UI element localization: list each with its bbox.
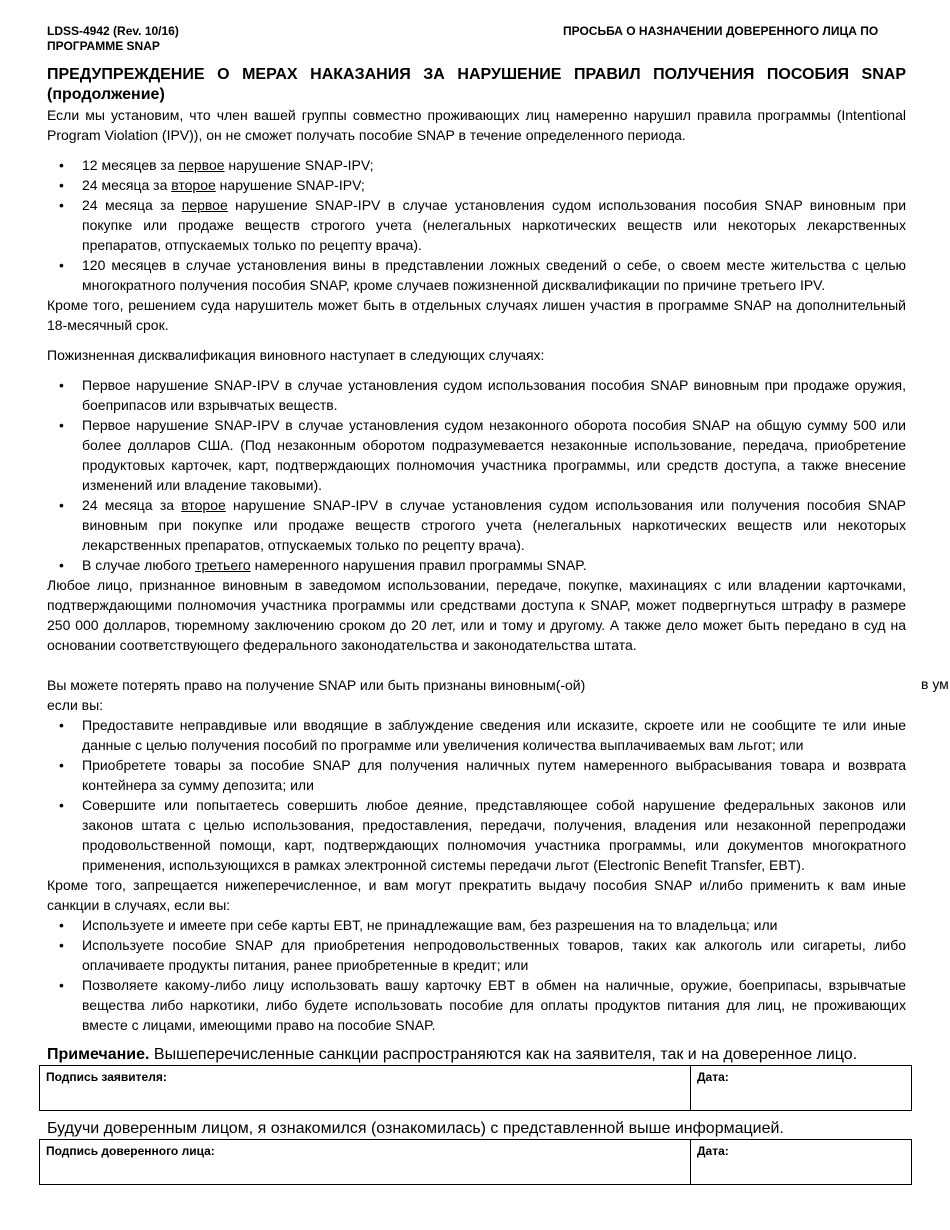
form-program: ПРОГРАММЕ SNAP	[47, 39, 160, 53]
list-item: • 12 месяцев за первое нарушение SNAP-IPV;	[47, 155, 906, 175]
lifetime-list	[47, 375, 906, 575]
form-id: LDSS-4942 (Rev. 10/16)	[47, 24, 179, 38]
applicant-signature-field[interactable]: Подпись заявителя:	[40, 1066, 691, 1110]
list-item: • 120 месяцев в случае установления вины в представлении ложных сведений о себе, о своем месте жительства с целью многократного получения пособия SNAP, кроме случаев пожизненной дисквалификации по причине третьего IPV.	[47, 255, 906, 295]
representative-date-field[interactable]: Дата:	[697, 1144, 729, 1158]
representative-ack: Будучи доверенным лицом, я ознакомился (ознакомилась) с представленной выше информацией.	[47, 1120, 784, 1137]
note	[47, 1045, 906, 1065]
lose-eligibility-line: Вы можете потерять право на получение SNAP или быть признаны виновным(-ой)	[47, 677, 586, 693]
page-title: ПРЕДУПРЕЖДЕНИЕ О МЕРАХ НАКАЗАНИЯ ЗА НАРУШЕНИЕ ПРАВИЛ ПОЛУЧЕНИЯ ПОСОБИЯ SNAP	[47, 66, 906, 83]
list-item: • Позволяете какому-либо лицу использовать вашу карточку EBT в обмен на наличные, оружие, боеприпасы, взрывчатые вещества либо наркотики, либо будете использовать пособие для оплаты продуктов питания для лиц, не проживающих вместе с лицами, имеющими право на пособие SNAP.	[47, 975, 906, 1035]
list-item: • 24 месяца за второе нарушение SNAP-IPV;	[47, 175, 906, 195]
list-item: • Первое нарушение SNAP-IPV в случае установления судом незаконного оборота пособия SNAP на общую сумму 500 или более долларов США. (Под незаконным оборотом подразумевается незаконные использование, передача, приобретение продуктовых карточек, карт, подтверждающих полномочия участника программы, или средств доступа, а также внесение изменений или владение таковыми).	[47, 415, 906, 495]
list-item: • Используете и имеете при себе карты EBT, не принадлежащие вам, без разрешения на то владельца; или	[47, 915, 906, 935]
applicant-signature-box	[39, 1065, 912, 1111]
lifetime-intro: Пожизненная дисквалификация виновного наступает в следующих случаях:	[47, 347, 545, 363]
document-body	[47, 65, 906, 1185]
representative-signature-field[interactable]: Подпись доверенного лица:	[40, 1140, 691, 1184]
list-item: • Первое нарушение SNAP-IPV в случае установления судом использования пособия SNAP виновным при продаже оружия, боеприпасов или взрывчатых веществ.	[47, 375, 906, 415]
list-item: • Приобретете товары за пособие SNAP для получения наличных путем намеренного выбрасывания товара и возврата контейнера за сумму депозита; или	[47, 755, 906, 795]
list-item: • 24 месяца за второе нарушение SNAP-IPV в случае установления судом использования или получения пособия SNAP виновным при покупке или продаже веществ строгого учета (нелегальных наркотических веществ или некоторых лекарственных препаратов, отпускаемых только по рецепту врача).	[47, 495, 906, 555]
note-label: Примечание.	[47, 1046, 150, 1063]
prohibited-intro: Кроме того, запрещается нижеперечисленное, и вам могут прекратить выдачу пособия SNAP и/либо применить к вам иные санкции в случаях, если вы:	[47, 877, 906, 913]
list-item: • Предоставите неправдивые или вводящие в заблуждение сведения или исказите, скроете или не сообщите те или иные данные с целью получения пособий по программе или увеличения количества выплачиваемых вам льгот; или	[47, 715, 906, 755]
penalty-paragraph: Любое лицо, признанное виновным в заведомом использовании, передаче, покупке, махинациях с или владении карточками, подтверждающими полномочия участника программы или средствами доступа к SNAP, может подвергнуться штрафу в размере 250 000 долларов, тюремному заключению сроком до 20 лет, или и тому и другому. А также дело может быть передано в суд на основании соответствующего федерального законодательства и законодательства штата.	[47, 577, 906, 653]
list-item: • В случае любого третьего намеренного нарушения правил программы SNAP.	[47, 555, 906, 575]
intro-paragraph: Если мы установим, что член вашей группы совместно проживающих лиц намеренно нарушил правила программы (Intentional Program Violation (IPV)), он не сможет получать пособие SNAP в течение определенного периода.	[47, 107, 906, 143]
lose-eligibility-list	[47, 715, 906, 875]
list-item: • Используете пособие SNAP для приобретения непродовольственных товаров, таких как алкоголь или сигареты, либо оплачиваете продукты питания, ранее приобретенные в кредит; или	[47, 935, 906, 975]
page-subtitle: (продолжение)	[47, 86, 165, 103]
prohibited-list	[47, 915, 906, 1035]
list-item: • Совершите или попытаетесь совершить любое деяние, представляющее собой нарушение федеральных законов или законов штата с целью использования, предоставления, передачи, получения, владения или незаконной перепродажи продовольственной помощи, карт, подтверждающих полномочия участника программы, или документов многократного применения, использующихся в рамках электронной системы передачи льгот (Electronic Benefit Transfer, EBT).	[47, 795, 906, 875]
representative-signature-box	[39, 1139, 912, 1185]
court-paragraph: Кроме того, решением суда нарушитель может быть в отдельных случаях лишен участия в программе SNAP на дополнительный 18-месячный срок.	[47, 297, 906, 333]
ipv-periods-list	[47, 155, 906, 295]
form-title: ПРОСЬБА О НАЗНАЧЕНИИ ДОВЕРЕННОГО ЛИЦА ПО	[563, 24, 879, 38]
cut-off-text: в ум	[921, 676, 949, 692]
list-item: • 24 месяца за первое нарушение SNAP-IPV в случае установления судом использования пособия SNAP виновным при покупке или продаже веществ строгого учета (нелегальных наркотических веществ или некоторых лекарственных препаратов, отпускаемых только по рецепту врача).	[47, 195, 906, 255]
form-header-left	[47, 24, 179, 54]
note-text: Вышеперечисленные санкции распространяются как на заявителя, так и на доверенное лицо.	[149, 1046, 858, 1063]
applicant-date-field[interactable]: Дата:	[697, 1070, 729, 1084]
lose-eligibility-line-2: если вы:	[47, 697, 104, 713]
